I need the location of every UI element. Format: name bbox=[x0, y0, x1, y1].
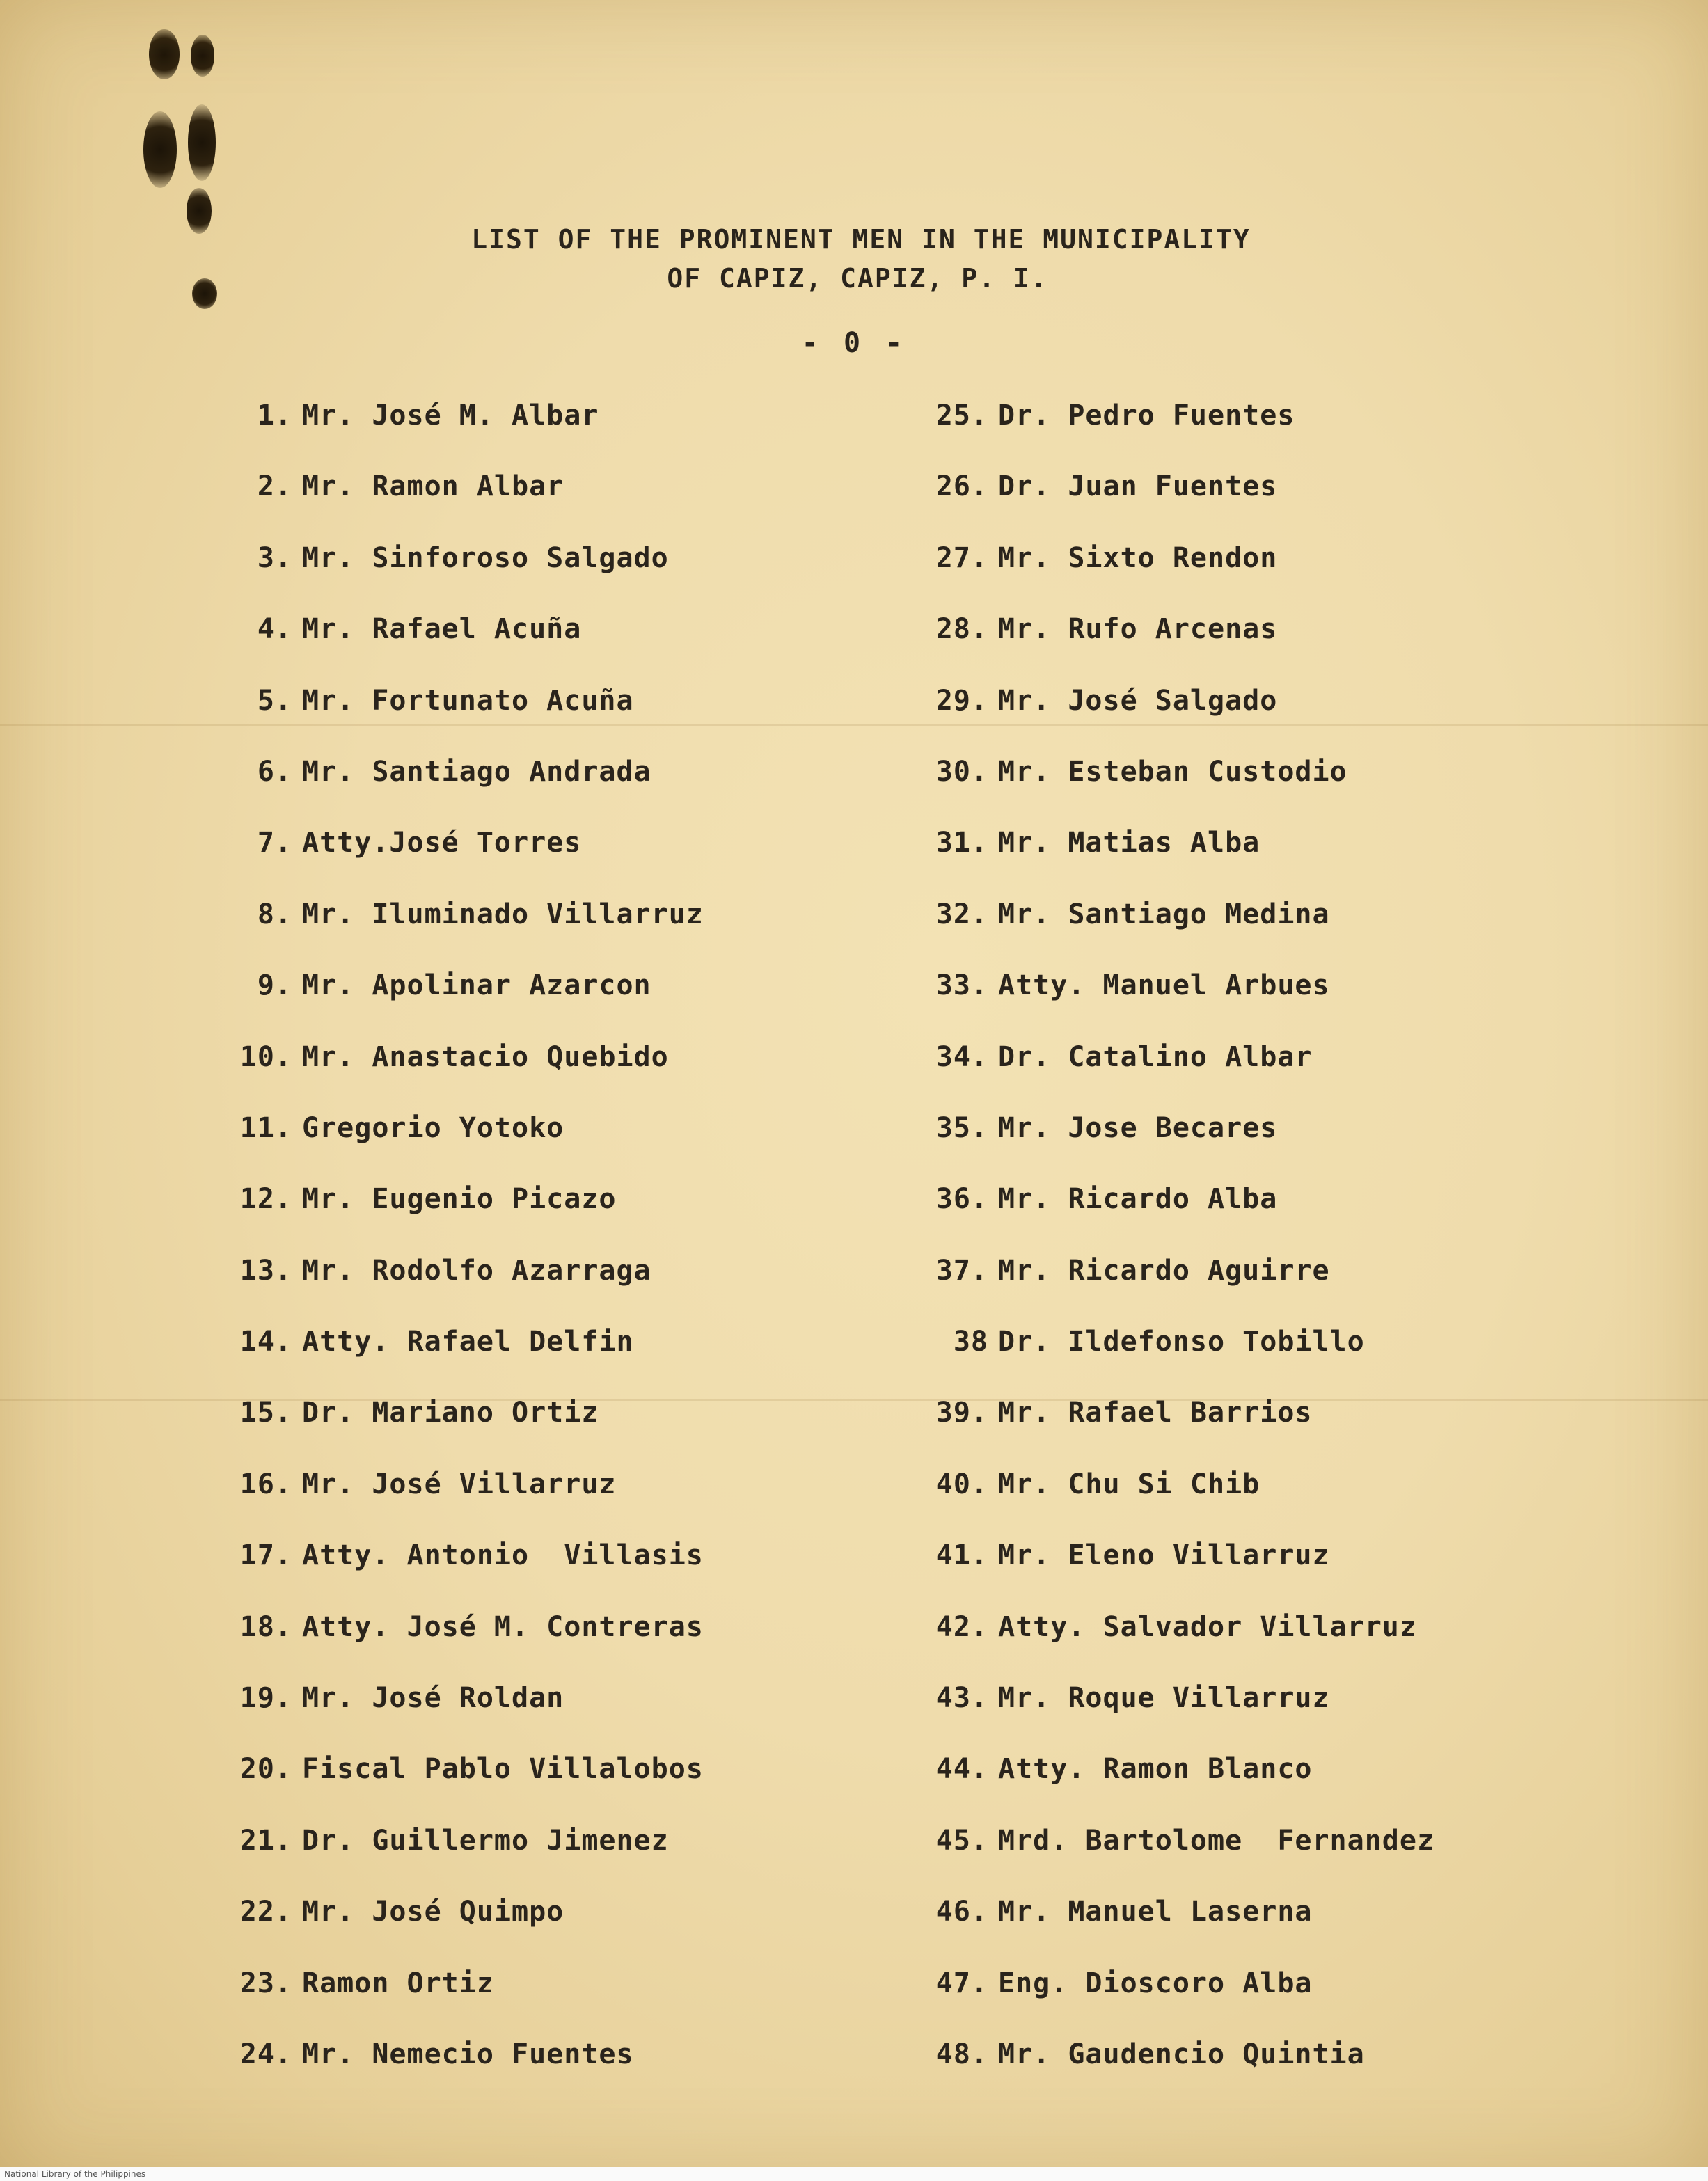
entry-number: 9. bbox=[257, 969, 292, 1002]
entry-number: 40. bbox=[935, 1468, 988, 1500]
entry-number: 3. bbox=[257, 541, 292, 574]
entry-name: Mr. Gaudencio Quintia bbox=[998, 2038, 1365, 2070]
list-entry bbox=[209, 1682, 835, 1753]
entry-number: 15. bbox=[239, 1397, 292, 1429]
entry-name: Atty.José Torres bbox=[302, 827, 582, 859]
punch-hole-mark bbox=[143, 111, 177, 188]
list-entry bbox=[919, 1041, 1615, 1112]
entry-name: Mr. Apolinar Azarcon bbox=[302, 969, 651, 1002]
list-entry bbox=[209, 470, 835, 541]
entry-number: 38 bbox=[953, 1326, 988, 1358]
entry-number: 19. bbox=[239, 1682, 292, 1715]
entry-number: 29. bbox=[935, 684, 988, 717]
list-entry bbox=[919, 756, 1615, 827]
entry-name: Mr. Eugenio Picazo bbox=[302, 1183, 617, 1216]
list-entry bbox=[919, 542, 1615, 613]
entry-name: Atty. Salvador Villarruz bbox=[998, 1610, 1417, 1643]
entry-name: Dr. Pedro Fuentes bbox=[998, 399, 1295, 431]
entry-name: Atty. Ramon Blanco bbox=[998, 1753, 1313, 1786]
entry-name: Mr. Eleno Villarruz bbox=[998, 1539, 1330, 1572]
list-entry bbox=[209, 1397, 835, 1468]
entry-number: 42. bbox=[935, 1610, 988, 1643]
list-entry bbox=[209, 1753, 835, 1824]
entry-name: Mr. Esteban Custodio bbox=[998, 755, 1347, 788]
list-entry bbox=[209, 1896, 835, 1967]
entry-name: Mr. Matias Alba bbox=[998, 827, 1260, 859]
entry-name: Mr. Rodolfo Azarraga bbox=[302, 1254, 651, 1287]
list-entry bbox=[209, 827, 835, 898]
entry-number: 30. bbox=[935, 755, 988, 788]
title-line-1: LIST OF THE PROMINENT MEN IN THE MUNICIPALITY bbox=[471, 224, 1251, 255]
entry-name: Mr. Sinforoso Salgado bbox=[302, 541, 669, 574]
entry-number: 46. bbox=[935, 1896, 988, 1928]
entry-name: Mr. Rafael Barrios bbox=[998, 1397, 1313, 1429]
document-title bbox=[0, 220, 1708, 298]
list-entry bbox=[209, 1255, 835, 1326]
entry-number: 28. bbox=[935, 613, 988, 646]
entry-number: 14. bbox=[239, 1326, 292, 1358]
entry-name: Dr. Guillermo Jimenez bbox=[302, 1824, 669, 1857]
entry-number: 47. bbox=[935, 1967, 988, 1999]
list-entry bbox=[209, 1041, 835, 1112]
entry-number: 41. bbox=[935, 1539, 988, 1572]
list-entry bbox=[919, 1112, 1615, 1183]
entry-number: 39. bbox=[935, 1397, 988, 1429]
entry-number: 8. bbox=[257, 898, 292, 930]
entry-name: Mr. José Salgado bbox=[998, 684, 1278, 717]
list-entry bbox=[919, 470, 1615, 541]
entry-number: 11. bbox=[239, 1111, 292, 1144]
entry-name: Atty. José M. Contreras bbox=[302, 1610, 704, 1643]
entry-name: Ramon Ortiz bbox=[302, 1967, 494, 1999]
entry-name: Dr. Mariano Ortiz bbox=[302, 1397, 599, 1429]
list-entry bbox=[209, 898, 835, 969]
entry-name: Mr. Chu Si Chib bbox=[998, 1468, 1260, 1500]
entry-name: Mrd. Bartolome Fernandez bbox=[998, 1824, 1435, 1857]
list-entry bbox=[209, 613, 835, 684]
entry-name: Mr. José M. Albar bbox=[302, 399, 599, 431]
list-entry bbox=[919, 1539, 1615, 1610]
list-entry bbox=[919, 1183, 1615, 1254]
entry-number: 37. bbox=[935, 1254, 988, 1287]
entry-number: 1. bbox=[257, 399, 292, 431]
list-entry bbox=[919, 1682, 1615, 1753]
list-entry bbox=[209, 1183, 835, 1254]
list-entry bbox=[919, 1967, 1615, 2038]
entry-number: 16. bbox=[239, 1468, 292, 1500]
entry-name: Mr. Iluminado Villarruz bbox=[302, 898, 704, 930]
entry-number: 10. bbox=[239, 1040, 292, 1073]
entry-number: 34. bbox=[935, 1040, 988, 1073]
entry-name: Mr. José Quimpo bbox=[302, 1896, 564, 1928]
entry-number: 4. bbox=[257, 613, 292, 646]
entry-number: 43. bbox=[935, 1682, 988, 1715]
entry-name: Fiscal Pablo Villalobos bbox=[302, 1753, 704, 1786]
entry-name: Mr. Nemecio Fuentes bbox=[302, 2038, 634, 2070]
entry-number: 20. bbox=[239, 1753, 292, 1786]
list-entry bbox=[209, 969, 835, 1040]
title-line-2: OF CAPIZ, CAPIZ, P. I. bbox=[667, 263, 1048, 294]
entry-number: 5. bbox=[257, 684, 292, 717]
list-entry bbox=[919, 969, 1615, 1040]
list-entry bbox=[209, 399, 835, 470]
list-entry bbox=[919, 1255, 1615, 1326]
list-entry bbox=[209, 1539, 835, 1610]
entry-name: Mr. Fortunato Acuña bbox=[302, 684, 634, 717]
entry-name: Mr. Ricardo Aguirre bbox=[998, 1254, 1330, 1287]
entry-name: Mr. Ricardo Alba bbox=[998, 1183, 1278, 1216]
entry-name: Atty. Rafael Delfin bbox=[302, 1326, 634, 1358]
entry-number: 23. bbox=[239, 1967, 292, 1999]
entry-number: 12. bbox=[239, 1183, 292, 1216]
entry-number: 26. bbox=[935, 470, 988, 503]
entry-name: Mr. Santiago Medina bbox=[998, 898, 1330, 930]
entry-name: Atty. Antonio Villasis bbox=[302, 1539, 704, 1572]
entry-number: 6. bbox=[257, 755, 292, 788]
list-entry bbox=[919, 685, 1615, 756]
list-entry bbox=[209, 1326, 835, 1397]
list-entry bbox=[209, 1967, 835, 2038]
list-entry bbox=[919, 1611, 1615, 1682]
list-entry bbox=[209, 756, 835, 827]
entry-name: Mr. Manuel Laserna bbox=[998, 1896, 1313, 1928]
entry-name: Dr. Juan Fuentes bbox=[998, 470, 1278, 503]
entry-number: 27. bbox=[935, 541, 988, 574]
list-entry bbox=[919, 2038, 1615, 2109]
list-entry bbox=[919, 399, 1615, 470]
list-entry bbox=[209, 685, 835, 756]
entry-number: 18. bbox=[239, 1610, 292, 1643]
entry-name: Gregorio Yotoko bbox=[302, 1111, 564, 1144]
entry-number: 32. bbox=[935, 898, 988, 930]
entry-name: Mr. José Roldan bbox=[302, 1682, 564, 1715]
entry-number: 25. bbox=[935, 399, 988, 431]
entry-number: 44. bbox=[935, 1753, 988, 1786]
entry-number: 17. bbox=[239, 1539, 292, 1572]
list-entry bbox=[919, 898, 1615, 969]
punch-hole-mark bbox=[188, 104, 216, 181]
entry-number: 31. bbox=[935, 827, 988, 859]
entry-name: Mr. José Villarruz bbox=[302, 1468, 617, 1500]
entry-name: Mr. Santiago Andrada bbox=[302, 755, 651, 788]
entry-number: 7. bbox=[257, 827, 292, 859]
entry-number: 21. bbox=[239, 1824, 292, 1857]
entry-number: 2. bbox=[257, 470, 292, 503]
entry-name: Mr. Jose Becares bbox=[998, 1111, 1278, 1144]
list-entry bbox=[919, 1896, 1615, 1967]
entry-name: Dr. Ildefonso Tobillo bbox=[998, 1326, 1365, 1358]
entry-number: 36. bbox=[935, 1183, 988, 1216]
entry-name: Mr. Rafael Acuña bbox=[302, 613, 582, 646]
list-entry bbox=[919, 1468, 1615, 1539]
list-entry bbox=[919, 613, 1615, 684]
archive-footer: National Library of the Philippines bbox=[0, 2167, 1708, 2181]
list-entry bbox=[209, 1112, 835, 1183]
entry-number: 35. bbox=[935, 1111, 988, 1144]
entry-name: Dr. Catalino Albar bbox=[998, 1040, 1313, 1073]
separator-mark: - 0 - bbox=[801, 327, 907, 359]
list-entry bbox=[209, 542, 835, 613]
list-entry bbox=[209, 2038, 835, 2109]
punch-hole-mark bbox=[149, 29, 180, 79]
list-entry bbox=[919, 827, 1615, 898]
list-entry bbox=[919, 1753, 1615, 1824]
entry-name: Eng. Dioscoro Alba bbox=[998, 1967, 1313, 1999]
entry-number: 48. bbox=[935, 2038, 988, 2070]
entry-number: 24. bbox=[239, 2038, 292, 2070]
punch-hole-mark bbox=[191, 35, 214, 77]
entry-name: Mr. Rufo Arcenas bbox=[998, 613, 1278, 646]
entry-name: Mr. Sixto Rendon bbox=[998, 541, 1278, 574]
entry-number: 13. bbox=[239, 1254, 292, 1287]
list-entry bbox=[209, 1468, 835, 1539]
entry-name: Mr. Roque Villarruz bbox=[998, 1682, 1330, 1715]
names-list-right bbox=[919, 399, 1615, 2109]
list-entry bbox=[919, 1825, 1615, 1896]
entry-number: 45. bbox=[935, 1824, 988, 1857]
entry-number: 33. bbox=[935, 969, 988, 1002]
list-entry bbox=[209, 1825, 835, 1896]
entry-name: Mr. Ramon Albar bbox=[302, 470, 564, 503]
entry-name: Atty. Manuel Arbues bbox=[998, 969, 1330, 1002]
entry-name: Mr. Anastacio Quebido bbox=[302, 1040, 669, 1073]
names-list-left bbox=[209, 399, 835, 2109]
entry-number: 22. bbox=[239, 1896, 292, 1928]
list-entry bbox=[919, 1326, 1615, 1397]
list-entry bbox=[919, 1397, 1615, 1468]
list-entry bbox=[209, 1611, 835, 1682]
